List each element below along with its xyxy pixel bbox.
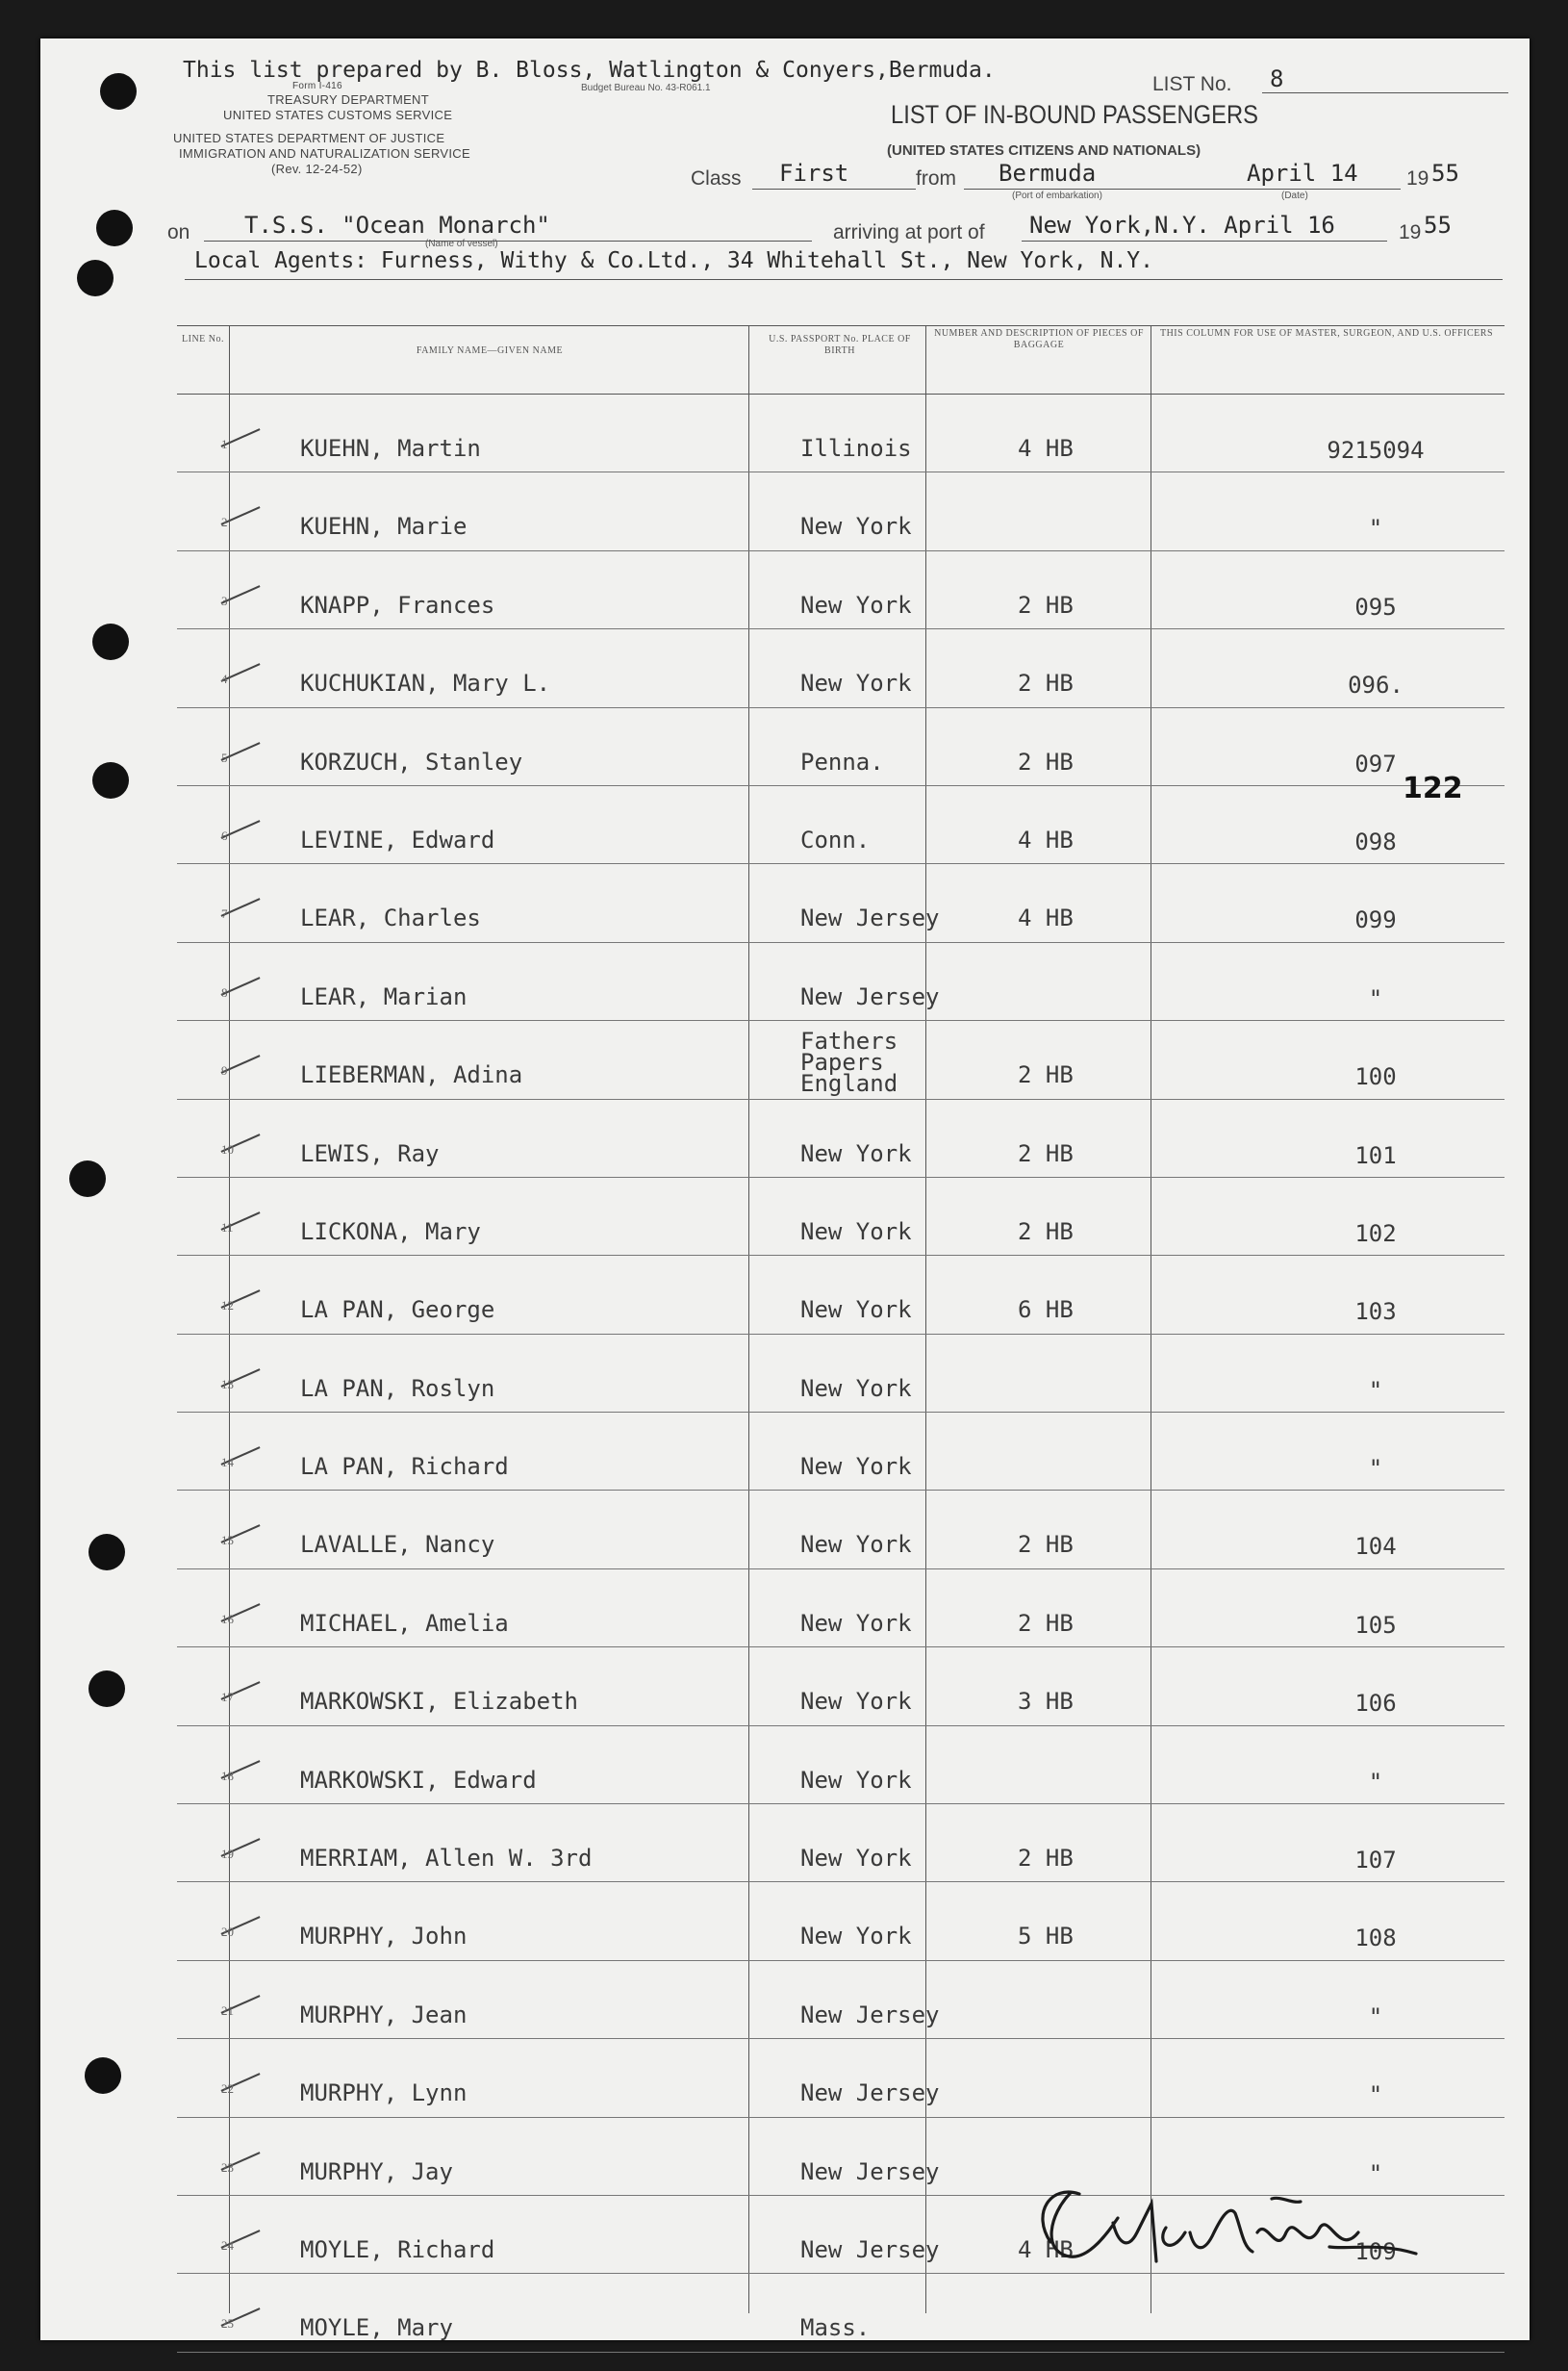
baggage-count: 4 HB <box>1018 435 1074 462</box>
passenger-name: MARKOWSKI, Elizabeth <box>300 1688 578 1716</box>
passenger-name: MOYLE, Richard <box>300 2235 495 2263</box>
table-row <box>177 943 1505 1021</box>
prepared-by: This list prepared by B. Bloss, Watlington & Conyers,Bermuda. <box>183 58 996 83</box>
line-number: 3 <box>221 593 228 608</box>
baggage-count: 3 HB <box>1018 1688 1074 1716</box>
officer-number: 097 <box>1354 750 1397 778</box>
place-of-birth: Fathers Papers England <box>800 1028 898 1098</box>
place-of-birth: New York <box>800 1609 912 1637</box>
place-of-birth: New York <box>800 1688 912 1716</box>
officer-number: 107 <box>1354 1847 1397 1874</box>
officer-number: 9215094 <box>1327 437 1425 464</box>
passenger-name: MURPHY, Lynn <box>300 2079 468 2107</box>
revision-date: (Rev. 12-24-52) <box>271 162 363 176</box>
place-of-birth: New York <box>800 513 912 541</box>
officer-number: " <box>1368 515 1383 543</box>
table-row <box>177 1491 1505 1568</box>
passenger-name: LEAR, Marian <box>300 982 468 1010</box>
place-of-birth: New Jersey <box>800 2079 940 2107</box>
place-of-birth: New York <box>800 1374 912 1402</box>
punch-hole <box>89 1670 125 1707</box>
passenger-name: LEWIS, Ray <box>300 1139 440 1167</box>
punch-hole <box>96 210 133 246</box>
vessel-caption: (Name of vessel) <box>425 239 498 249</box>
form-title: LIST OF IN-BOUND PASSENGERS <box>891 100 1259 129</box>
officer-number: 099 <box>1354 906 1397 934</box>
from-label: from <box>916 167 956 190</box>
arrival-underline <box>1022 241 1387 242</box>
table-row <box>177 1647 1505 1725</box>
vessel-underline <box>204 241 812 242</box>
line-number: 6 <box>221 828 228 843</box>
arrival-port-date: New York,N.Y. April 16 <box>1029 212 1335 239</box>
baggage-count: 2 HB <box>1018 1609 1074 1637</box>
officer-number: 109 <box>1354 2237 1397 2265</box>
passenger-name: KNAPP, Frances <box>300 591 495 619</box>
table-row <box>177 1413 1505 1491</box>
line-number: 7 <box>221 906 228 922</box>
line-number: 9 <box>221 1063 228 1079</box>
from-underline <box>964 189 1218 190</box>
passenger-name: KORZUCH, Stanley <box>300 748 523 776</box>
table-body <box>177 395 1505 2353</box>
officer-number: 104 <box>1354 1533 1397 1561</box>
col-passport-birthplace: U.S. PASSPORT No. PLACE OF BIRTH <box>769 334 911 356</box>
treasury-department: TREASURY DEPARTMENT <box>267 92 429 107</box>
table-row <box>177 472 1505 550</box>
line-number: 21 <box>221 2002 234 2018</box>
punch-hole <box>92 762 129 799</box>
passenger-name: LA PAN, Roslyn <box>300 1374 495 1402</box>
passenger-name: LEVINE, Edward <box>300 826 495 854</box>
place-of-birth: New York <box>800 591 912 619</box>
officer-number: " <box>1368 1768 1383 1796</box>
officer-number: 098 <box>1354 828 1397 855</box>
col-family-name: FAMILY NAME—GIVEN NAME <box>416 345 564 356</box>
passenger-name: LICKONA, Mary <box>300 1217 481 1245</box>
line-number: 8 <box>221 984 228 1000</box>
arrival-year: 55 <box>1424 212 1452 239</box>
baggage-count: 2 HB <box>1018 591 1074 619</box>
passenger-name: KUEHN, Marie <box>300 513 468 541</box>
line-number: 5 <box>221 750 228 765</box>
punch-hole <box>92 624 129 660</box>
passenger-name: LA PAN, Richard <box>300 1453 509 1481</box>
line-number: 2 <box>221 515 228 530</box>
table-row <box>177 1726 1505 1804</box>
table-row <box>177 395 1505 472</box>
officer-number: " <box>1368 984 1383 1012</box>
list-no-label: LIST No. <box>1152 73 1232 95</box>
baggage-count: 4 HB <box>1018 2235 1074 2263</box>
vessel-name: T.S.S. "Ocean Monarch" <box>244 212 550 239</box>
table-row <box>177 551 1505 629</box>
department-of-justice: UNITED STATES DEPARTMENT OF JUSTICE <box>173 131 445 145</box>
passenger-name: LA PAN, George <box>300 1296 495 1324</box>
line-number: 16 <box>221 1611 234 1626</box>
baggage-count: 6 HB <box>1018 1296 1074 1324</box>
date-caption: (Date) <box>1281 191 1308 201</box>
table-row <box>177 1335 1505 1413</box>
passenger-name: KUEHN, Martin <box>300 435 481 462</box>
line-number: 23 <box>221 2159 234 2175</box>
class-label: Class <box>691 167 742 190</box>
place-of-birth: New York <box>800 1531 912 1559</box>
table-row <box>177 864 1505 942</box>
table-row <box>177 708 1505 786</box>
officer-number: 102 <box>1354 1219 1397 1247</box>
year-prefix: 19 <box>1406 167 1429 190</box>
table-row <box>177 2274 1505 2352</box>
baggage-count: 2 HB <box>1018 1845 1074 1873</box>
handwritten-signature <box>1012 2175 1474 2281</box>
place-of-birth: New Jersey <box>800 2157 940 2185</box>
place-of-birth: New York <box>800 670 912 698</box>
officer-number: " <box>1368 1376 1383 1404</box>
officer-number: 100 <box>1354 1063 1397 1091</box>
line-number: 19 <box>221 1847 234 1862</box>
manifest-page <box>40 38 1530 2340</box>
passenger-name: LEAR, Charles <box>300 905 481 932</box>
passenger-name: LIEBERMAN, Adina <box>300 1061 523 1089</box>
line-number: 11 <box>221 1219 234 1235</box>
port-caption: (Port of embarkation) <box>1012 191 1102 201</box>
table-row <box>177 1804 1505 1882</box>
line-number: 4 <box>221 672 228 687</box>
table-row <box>177 2039 1505 2117</box>
line-number: 20 <box>221 1925 234 1940</box>
passenger-name: MOYLE, Mary <box>300 2314 453 2342</box>
place-of-birth: Conn. <box>800 826 871 854</box>
table-header <box>177 325 1505 395</box>
place-of-birth: New Jersey <box>800 982 940 1010</box>
line-number: 24 <box>221 2237 234 2253</box>
line-number: 22 <box>221 2081 234 2097</box>
officer-number: 105 <box>1354 1611 1397 1639</box>
arrival-year-prefix: 19 <box>1399 221 1422 243</box>
place-of-birth: New Jersey <box>800 2235 940 2263</box>
baggage-count: 5 HB <box>1018 1923 1074 1950</box>
agents-underline <box>185 279 1503 280</box>
form-number: Form I-416 <box>292 81 342 91</box>
line-number: 25 <box>221 2316 234 2332</box>
officer-number: 108 <box>1354 1925 1397 1952</box>
list-no-underline <box>1262 92 1508 93</box>
place-of-birth: New Jersey <box>800 905 940 932</box>
line-number: 15 <box>221 1533 234 1548</box>
passenger-table <box>177 325 1505 2353</box>
officer-number: 103 <box>1354 1298 1397 1326</box>
margin-annotation: 122 <box>1403 772 1463 805</box>
table-row <box>177 1882 1505 1960</box>
line-number: 17 <box>221 1690 234 1705</box>
place-of-birth: New York <box>800 1923 912 1950</box>
class-value: First <box>779 160 849 187</box>
list-number: 8 <box>1270 65 1284 92</box>
officer-number: 106 <box>1354 1690 1397 1718</box>
place-of-birth: New York <box>800 1845 912 1873</box>
punch-hole <box>77 260 114 296</box>
place-of-birth: Penna. <box>800 748 884 776</box>
passenger-name: MERRIAM, Allen W. 3rd <box>300 1845 593 1873</box>
line-number: 10 <box>221 1141 234 1157</box>
line-number: 13 <box>221 1376 234 1391</box>
place-of-birth: New York <box>800 1766 912 1794</box>
table-row <box>177 1961 1505 2039</box>
line-number: 14 <box>221 1455 234 1470</box>
baggage-count: 2 HB <box>1018 1531 1074 1559</box>
baggage-count: 2 HB <box>1018 1139 1074 1167</box>
baggage-count: 2 HB <box>1018 1061 1074 1089</box>
place-of-birth: Illinois <box>800 435 912 462</box>
punch-hole <box>89 1534 125 1570</box>
class-underline <box>752 189 916 190</box>
punch-hole <box>69 1160 106 1197</box>
place-of-birth: New York <box>800 1139 912 1167</box>
officer-number: " <box>1368 1455 1383 1483</box>
passenger-name: MURPHY, John <box>300 1923 468 1950</box>
form-subtitle: (UNITED STATES CITIZENS AND NATIONALS) <box>887 142 1201 159</box>
ins-service: IMMIGRATION AND NATURALIZATION SERVICE <box>179 146 470 161</box>
officer-number: " <box>1368 2159 1383 2187</box>
passenger-name: KUCHUKIAN, Mary L. <box>300 670 551 698</box>
passenger-name: MURPHY, Jean <box>300 2001 468 2028</box>
on-label: on <box>167 221 190 243</box>
customs-service: UNITED STATES CUSTOMS SERVICE <box>223 108 453 122</box>
passenger-name: MURPHY, Jay <box>300 2157 453 2185</box>
table-row <box>177 1021 1505 1099</box>
table-row <box>177 1569 1505 1647</box>
passenger-name: MARKOWSKI, Edward <box>300 1766 537 1794</box>
passenger-name: LAVALLE, Nancy <box>300 1531 495 1559</box>
officer-number: 101 <box>1354 1141 1397 1169</box>
place-of-birth: New Jersey <box>800 2001 940 2028</box>
officer-number: " <box>1368 2081 1383 2109</box>
table-row <box>177 629 1505 707</box>
baggage-count: 4 HB <box>1018 905 1074 932</box>
baggage-count: 4 HB <box>1018 826 1074 854</box>
date-underline <box>1218 189 1401 190</box>
departure-year: 55 <box>1431 160 1459 187</box>
passenger-name: MICHAEL, Amelia <box>300 1609 509 1637</box>
place-of-birth: Mass. <box>800 2314 871 2342</box>
place-of-birth: New York <box>800 1453 912 1481</box>
punch-hole <box>85 2057 121 2094</box>
table-row <box>177 1178 1505 1256</box>
table-row <box>177 1256 1505 1334</box>
baggage-count: 2 HB <box>1018 748 1074 776</box>
officer-number: " <box>1368 2002 1383 2030</box>
col-line-no: LINE No. <box>182 334 224 344</box>
place-of-birth: New York <box>800 1296 912 1324</box>
officer-number: 096. <box>1348 672 1404 700</box>
local-agents: Local Agents: Furness, Withy & Co.Ltd., 34 Whitehall St., New York, N.Y. <box>194 248 1153 273</box>
from-port: Bermuda <box>999 160 1097 187</box>
col-baggage: NUMBER AND DESCRIPTION OF PIECES OF BAGGAGE <box>934 328 1144 350</box>
line-number: 1 <box>221 437 228 451</box>
officer-number: 095 <box>1354 593 1397 621</box>
line-number: 18 <box>221 1768 234 1783</box>
punch-hole <box>100 73 137 110</box>
baggage-count: 2 HB <box>1018 1217 1074 1245</box>
table-row <box>177 1100 1505 1178</box>
col-officers-use: THIS COLUMN FOR USE OF MASTER, SURGEON, AND U.S. OFFICERS <box>1159 328 1494 339</box>
table-row <box>177 786 1505 864</box>
arriving-label: arriving at port of <box>833 221 985 243</box>
departure-date: April 14 <box>1247 160 1358 187</box>
budget-bureau: Budget Bureau No. 43-R061.1 <box>581 83 711 93</box>
baggage-count: 2 HB <box>1018 670 1074 698</box>
line-number: 12 <box>221 1298 234 1313</box>
place-of-birth: New York <box>800 1217 912 1245</box>
